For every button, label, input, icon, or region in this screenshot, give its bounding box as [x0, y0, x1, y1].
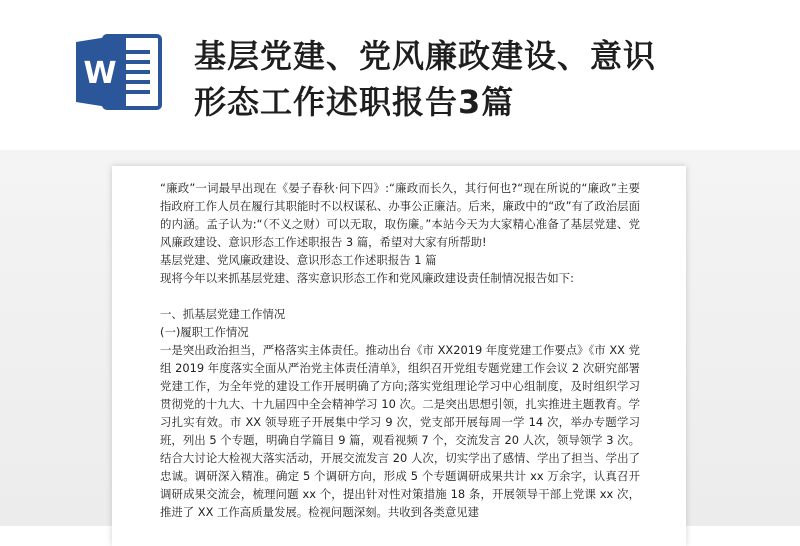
doc-subsection-heading: (一)履职工作情况	[160, 325, 249, 339]
page-title-line-1: 基层党建、党风廉政建设、意识	[194, 37, 657, 75]
doc-section-heading: 一、抓基层党建工作情况	[160, 307, 286, 321]
document-page	[112, 166, 686, 546]
doc-paragraph-intro: “廉政”一词最早出现在《晏子春秋·问下四》:“廉政而长久，其行何也?“现在所说的“廉政”主要指政府工作人员在履行其职能时不以权谋私、办事公正廉洁。后来，廉政中的“政”有了政治层面的内涵。孟子认为:“（不义之财）可以无取，取伤廉。”本站今天为大家精心准备了基层党建、党风廉政建设、意识形态工作述职报告 3 篇，希望对大家有所帮助!	[160, 181, 640, 249]
doc-paragraph-lead: 现将今年以来抓基层党建、落实意识形态工作和党风廉政建设责任制情况报告如下:	[160, 271, 574, 285]
page-title	[194, 33, 754, 125]
document-body	[160, 179, 640, 521]
page-title-line-2: 形态工作述职报告3篇	[194, 83, 515, 121]
word-document-icon	[74, 30, 166, 114]
doc-blank-line	[160, 287, 640, 305]
doc-paragraph-body: 一是突出政治担当，严格落实主体责任。推动出台《市 XX2019 年度党建工作要点》《市 XX 党组 2019 年度落实全面从严治党主体责任清单》，组织召开党组专题党建工作会议 2 次研究部署党建工作，为全年党的建设工作开展明确了方向;落实党组理论学习中心组制度，及时组织学习贯彻党的十九大、十九届四中全会精神学习 10 次。二是突出思想引领，扎实推进主题教育。学习扎实有效。市 XX 领导班子开展集中学习 9 次，党支部开展每周一学 14 次，举办专题学习班，列出 5 个专题，明确自学篇目 9 篇，观看视频 7 个，交流发言 20 人次，领导领学 3 次。结合大讨论大检视大落实活动，开展交流发言 20 人次，切实学出了感情、学出了担当、学出了忠诚。调研深入精准。确定 5 个调研方向，形成 5 个专题调研成果共计 xx 万余字，认真召开调研成果交流会，梳理问题 xx 个，提出针对性对策措施 18 条，开展领导干部上党课 xx 次，推进了 XX 工作高质量发展。检视问题深刻。共收到各类意见建	[160, 343, 640, 519]
header	[0, 0, 800, 150]
doc-paragraph-heading-1: 基层党建、党风廉政建设、意识形态工作述职报告 1 篇	[160, 253, 437, 267]
word-icon-letter: W	[83, 56, 117, 91]
